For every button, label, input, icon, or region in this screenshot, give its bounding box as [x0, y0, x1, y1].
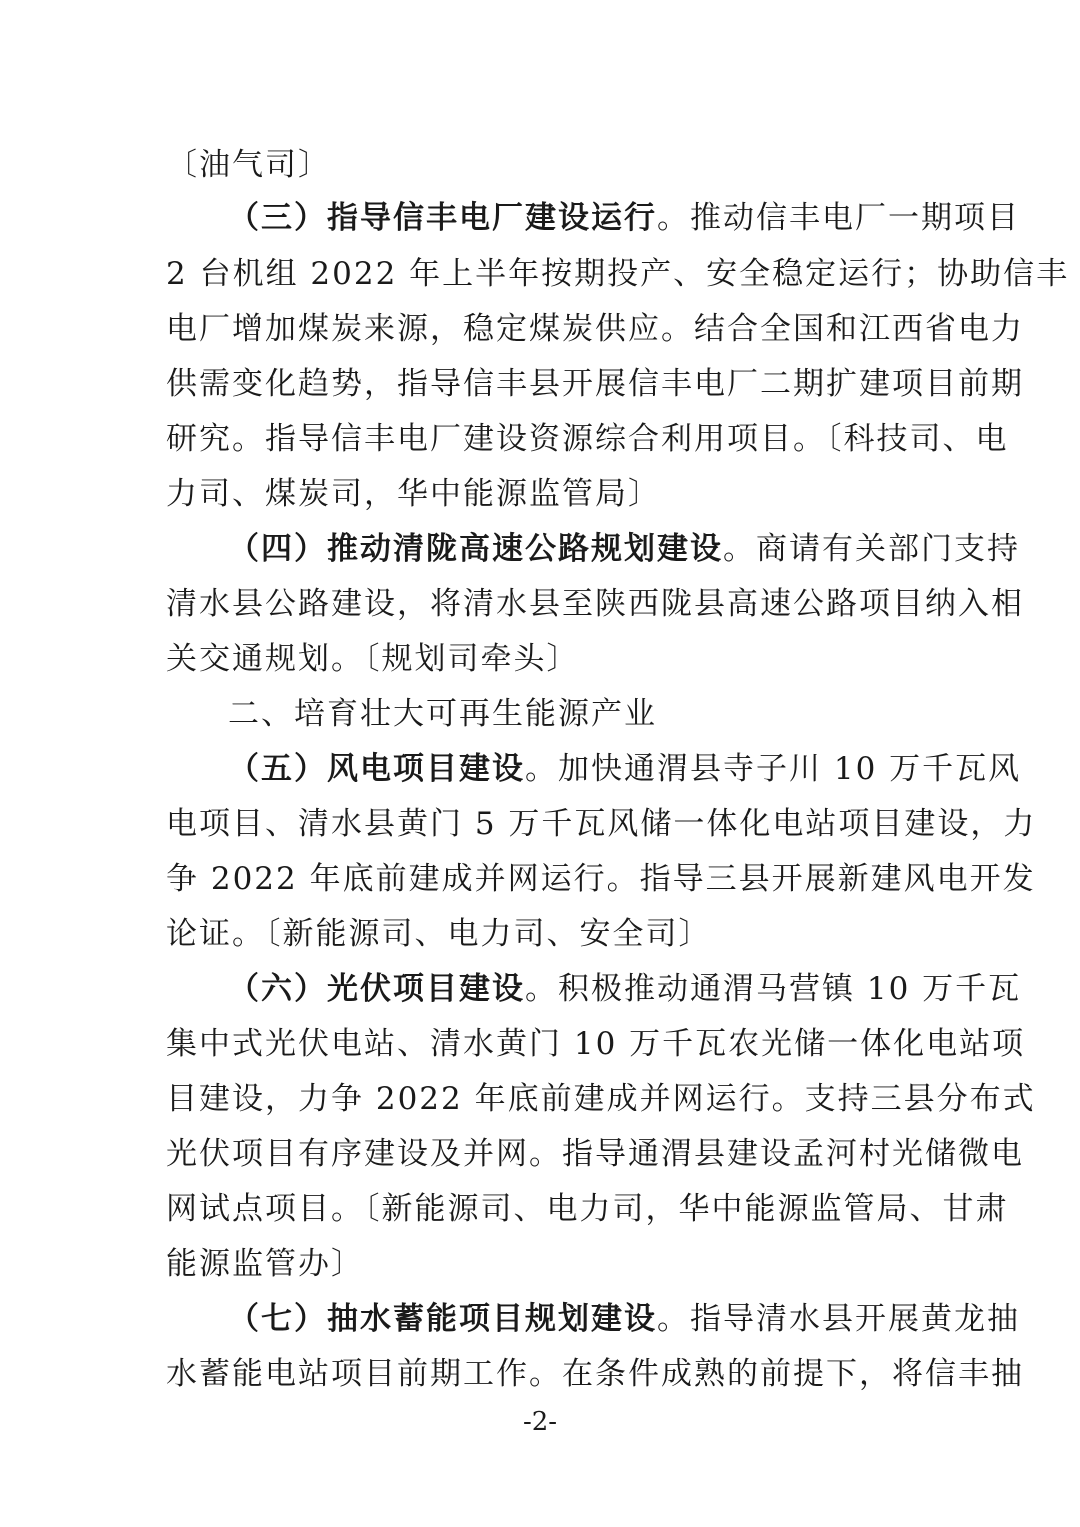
- paragraph-first-line: （四）推动清陇高速公路规划建设。商请有关部门支持: [228, 531, 1020, 567]
- text-line: 〔油气司〕: [166, 147, 331, 183]
- text-line: 光伏项目有序建设及并网。指导通渭县建设孟河村光储微电: [166, 1136, 1024, 1172]
- text-line: 网试点项目。〔新能源司、电力司，华中能源监管局、甘肃: [166, 1191, 1009, 1227]
- section-title: （六）光伏项目建设: [228, 971, 525, 1007]
- text-line: 集中式光伏电站、清水黄门 10 万千瓦农光储一体化电站项: [166, 1026, 1026, 1062]
- text-line: 争 2022 年底前建成并网运行。指导三县开展新建风电开发: [166, 861, 1036, 897]
- text-line: 2 台机组 2022 年上半年按期投产、安全稳定运行；协助信丰: [166, 256, 1070, 292]
- section-title: （七）抽水蓄能项目规划建设: [228, 1301, 657, 1337]
- text-line: 电项目、清水县黄门 5 万千瓦风储一体化电站项目建设，力: [166, 806, 1037, 842]
- chapter-heading: 二、培育壮大可再生能源产业: [228, 696, 657, 732]
- page-number: -2-: [522, 1407, 558, 1437]
- text-line: 电厂增加煤炭来源，稳定煤炭供应。结合全国和江西省电力: [166, 311, 1024, 347]
- text-line: 关交通规划。〔规划司牵头〕: [166, 641, 580, 677]
- paragraph-first-line: （三）指导信丰电厂建设运行。推动信丰电厂一期项目: [228, 200, 1020, 236]
- paragraph-first-line: （五）风电项目建设。加快通渭县寺子川 10 万千瓦风: [228, 751, 1022, 787]
- text-line: 水蓄能电站项目前期工作。在条件成熟的前提下，将信丰抽: [166, 1356, 1024, 1392]
- section-title: （五）风电项目建设: [228, 751, 525, 787]
- text-line: 能源监管办〕: [166, 1246, 364, 1282]
- text-line: 研究。指导信丰电厂建设资源综合利用项目。〔科技司、电: [166, 421, 1009, 457]
- text-line: 供需变化趋势，指导信丰县开展信丰电厂二期扩建项目前期: [166, 366, 1024, 402]
- text-line: 目建设，力争 2022 年底前建成并网运行。支持三县分布式: [166, 1081, 1036, 1117]
- text-line: 清水县公路建设，将清水县至陕西陇县高速公路项目纳入相: [166, 586, 1024, 622]
- section-title: （四）推动清陇高速公路规划建设: [228, 531, 723, 567]
- paragraph-first-line: （七）抽水蓄能项目规划建设。指导清水县开展黄龙抽: [228, 1301, 1020, 1337]
- text-line: 力司、煤炭司，华中能源监管局〕: [166, 476, 661, 512]
- text-line: 论证。〔新能源司、电力司、安全司〕: [166, 916, 712, 952]
- paragraph-first-line: （六）光伏项目建设。积极推动通渭马营镇 10 万千瓦: [228, 971, 1022, 1007]
- section-title: （三）指导信丰电厂建设运行: [228, 200, 657, 236]
